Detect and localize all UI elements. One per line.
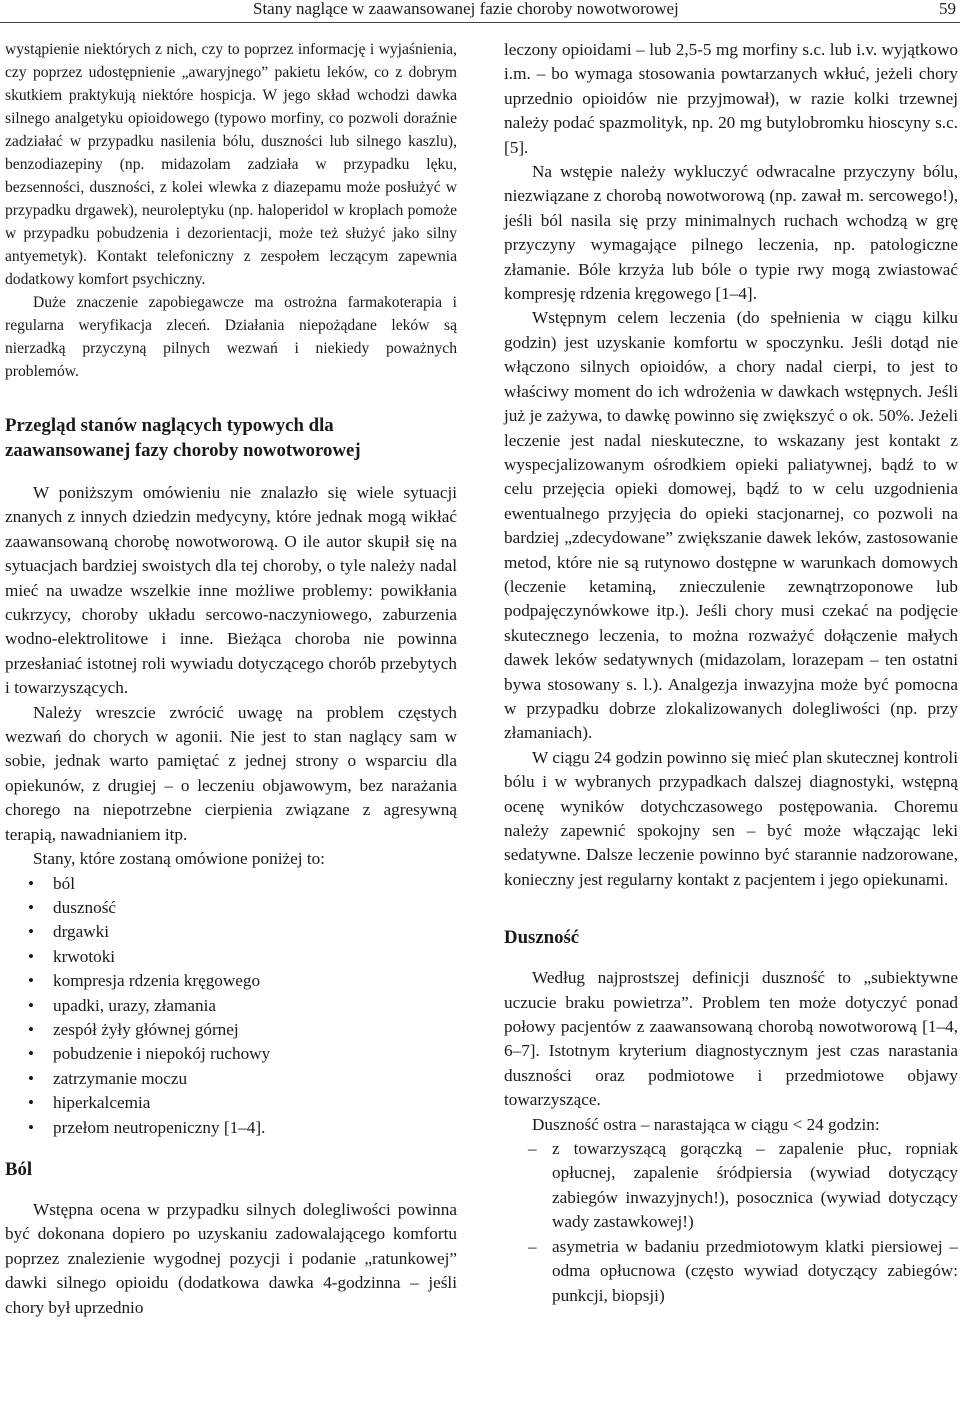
list-item: • kompresja rdzenia kręgowego	[28, 969, 457, 993]
section-heading: Przegląd stanów naglących typowych dla zaawansowanej fazy choroby nowotworowej	[5, 415, 361, 461]
page-header	[0, 0, 960, 23]
list-item: • upadki, urazy, złamania	[28, 994, 457, 1018]
dyspnea-list	[504, 1137, 958, 1308]
paragraph: Wstępna ocena w przypadku silnych dolegliwości powinna być dokonana dopiero po uzyskaniu zadowalającego komfortu poprzez znalezienie wygodnej pozycji i podanie „ratunkowej” dawki silnego opioidu (dodatkowa dawka 4-godzinna – jeśli chory był uprzednio	[5, 1199, 457, 1317]
list-item: – asymetria w badaniu przedmiotowym klatki piersiowej – odma opłucnowa (często wywiad dotyczący zabiegów: punkcji, biopsji)	[528, 1235, 958, 1308]
paragraph: leczony opioidami – lub 2,5-5 mg morfiny s.c. lub i.v. wyjątkowo i.m. – bo wymaga stosowania powtarzanych wkłuć, jeżeli chory uprzednio opioidów nie przyjmował), w razie kolki trzewnej należy podać spazmolityk, np. 20 mg butylobromku hioscyny s.c. [5].	[504, 40, 958, 157]
list-item: • duszność	[28, 896, 457, 920]
paragraph: Na wstępie należy wykluczyć odwracalne przyczyny bólu, niezwiązane z chorobą nowotworową (np. zawał m. sercowego!), jeśli ból nasila się przy minimalnych ruchach wchodzą w grę przyczyny wymagające pilnego leczenia, np. patologiczne złamanie. Bóle krzyża lub bóle o typie rwy mogą zwiastować kompresję rdzenia kręgowego [1–4].	[504, 162, 958, 304]
paragraph: Wstępnym celem leczenia (do spełnienia w ciągu kilku godzin) jest uzyskanie komfortu w spoczynku. Jeśli dotąd nie włączono silnych opioidów, a chory nadal cierpi, to jest to właściwy moment do ich wdrożenia w dawkach wstępnych. Jeśli już je zażywa, to dawkę powinno się zwiększyć o ok. 50%. Jeżeli leczenie jest nadal nieskuteczne, to wskazany jest kontakt z wyspecjalizowanym ośrodkiem opieki paliatywnej, bądź to w celu przejęcia opieki domowej, bądź to w celu uzgodnienia ewentualnego przyjęcia do opieki stacjonarnej, co pozwoli na bardziej „zdecydowane” zwiększanie dawek leków, zastosowanie metod, które nie są rutynowo dostępne w warunkach domowych (leczenie ketaminą, znieczulenie zewnątrzoponowe lub podpajęczynówkowe itp.). Jeśli chory musi czekać na podjęcie skutecznego leczenia, to można rozważyć dołączenie małych dawek leków sedatywnych (midazolam, lorazepam – ten ostatni bywa stosowany s. l.). Analgezja inwazyjna może być pomocna w przypadku dobrze zlokalizowanych dolegliwości (np. przy złamaniach).	[504, 308, 958, 743]
paragraph: Należy wreszcie zwrócić uwagę na problem częstych wezwań do chorych w agonii. Nie jest to stan naglący sam w sobie, jednak warto pamiętać z jednej strony o wsparciu dla opiekunów, z drugiej – o leczeniu objawowym, bez narażania chorego na niepotrzebne cierpienia związane z agresywną terapią, nawadnianiem itp.	[5, 702, 457, 844]
list-item: • zatrzymanie moczu	[28, 1067, 457, 1091]
list-item: • zespół żyły głównej górnej	[28, 1018, 457, 1042]
list-item: • przełom neutropeniczny [1–4].	[28, 1116, 457, 1140]
list-item: • hiperkalcemia	[28, 1091, 457, 1115]
paragraph: Stany, które zostaną omówione poniżej to:	[33, 849, 325, 869]
list-item: • ból	[28, 872, 457, 896]
intro-block	[5, 38, 457, 383]
page-number: 59	[939, 0, 956, 18]
left-column	[5, 38, 457, 1320]
paragraph: W ciągu 24 godzin powinno się mieć plan skutecznej kontroli bólu i w wybranych przypadkach dalszej diagnostyki, wstępną ocenę wyników dotychczasowego postępowania. Choremu należy zapewnić spokojny sen – być może włączając leki sedatywne. Dalsze leczenie powinno być starannie nadzorowane, konieczny jest regularny kontakt z pacjentem i jego opiekunami.	[504, 747, 958, 889]
running-title: Stany naglące w zaawansowanej fazie choroby nowotworowej	[253, 0, 679, 18]
list-item: • pobudzenie i niepokój ruchowy	[28, 1042, 457, 1066]
paragraph: Duże znaczenie zapobiegawcze ma ostrożna farmakoterapia i regularna weryfikacja zleceń. Działania niepożądane leków są nierzadką przyczyną pilnych wezwań i niekiedy poważnych problemów.	[5, 294, 457, 380]
list-item: • krwotoki	[28, 945, 457, 969]
list-item: • drgawki	[28, 920, 457, 944]
conditions-list	[5, 872, 457, 1140]
paragraph: Duszność ostra – narastająca w ciągu < 24 godzin:	[532, 1114, 880, 1134]
paragraph: W poniższym omówieniu nie znalazło się wiele sytuacji znanych z innych dziedzin medycyny, które jednak mogą wikłać zaawansowaną chorobę nowotworową. O ile autor skupił się na sytuacjach bardziej swoistych dla tej choroby, o tyle należy nadal mieć na uwadze wszelkie inne możliwe problemy: powikłania cukrzycy, choroby układu sercowo-naczyniowego, zaburzenia wodno-elektrolitowe i inne. Bieżąca choroba nie powinna przesłaniać istotnej roli wywiadu dotyczącego chorób przebytych i towarzyszących.	[5, 483, 457, 698]
paragraph: Według najprostszej definicji duszność to „subiektywne uczucie braku powietrza”. Problem ten może dotyczyć ponad połowy pacjentów z zaawansowaną chorobą nowotworową [1–4, 6–7]. Istotnym kryterium diagnostycznym jest czas narastania duszności oraz podmiotowe i przedmiotowe objawy towarzyszące.	[504, 968, 958, 1110]
list-item: – z towarzyszącą gorączką – zapalenie płuc, ropniak opłucnej, zapalenie śródpiersia (wywiad dotyczący zabiegów inwazyjnych!), posocznica (wywiad dotyczący wady zastawkowej!)	[528, 1137, 958, 1235]
right-column	[504, 38, 958, 1308]
subsection-heading-bol: Ból	[5, 1158, 33, 1180]
subsection-heading-dusznosc: Duszność	[504, 927, 580, 949]
paragraph: wystąpienie niektórych z nich, czy to poprzez informację i wyjaśnienia, czy poprzez udostępnienie „awaryjnego” pakietu leków, co z dobrym skutkiem praktykują niektóre hospicja. W jego skład wchodzi dawka silnego analgetyku opioidowego (typowo morfiny, co pozwoli doraźnie zadziałać w przypadku nasilenia bólu, duszności lub silnego kaszlu), benzodiazepiny (np. midazolam zadziała w przypadku lęku, bezsenności, duszności, z kolei wlewka z diazepamu może posłużyć w przypadku drgawek), neuroleptyku (np. haloperidol w kroplach pomoże w przypadku pobudzenia i dezorientacji, może też służyć jako silny antyemetyk). Kontakt telefoniczny z zespołem leczącym zapewnia dodatkowy komfort psychiczny.	[5, 41, 457, 288]
